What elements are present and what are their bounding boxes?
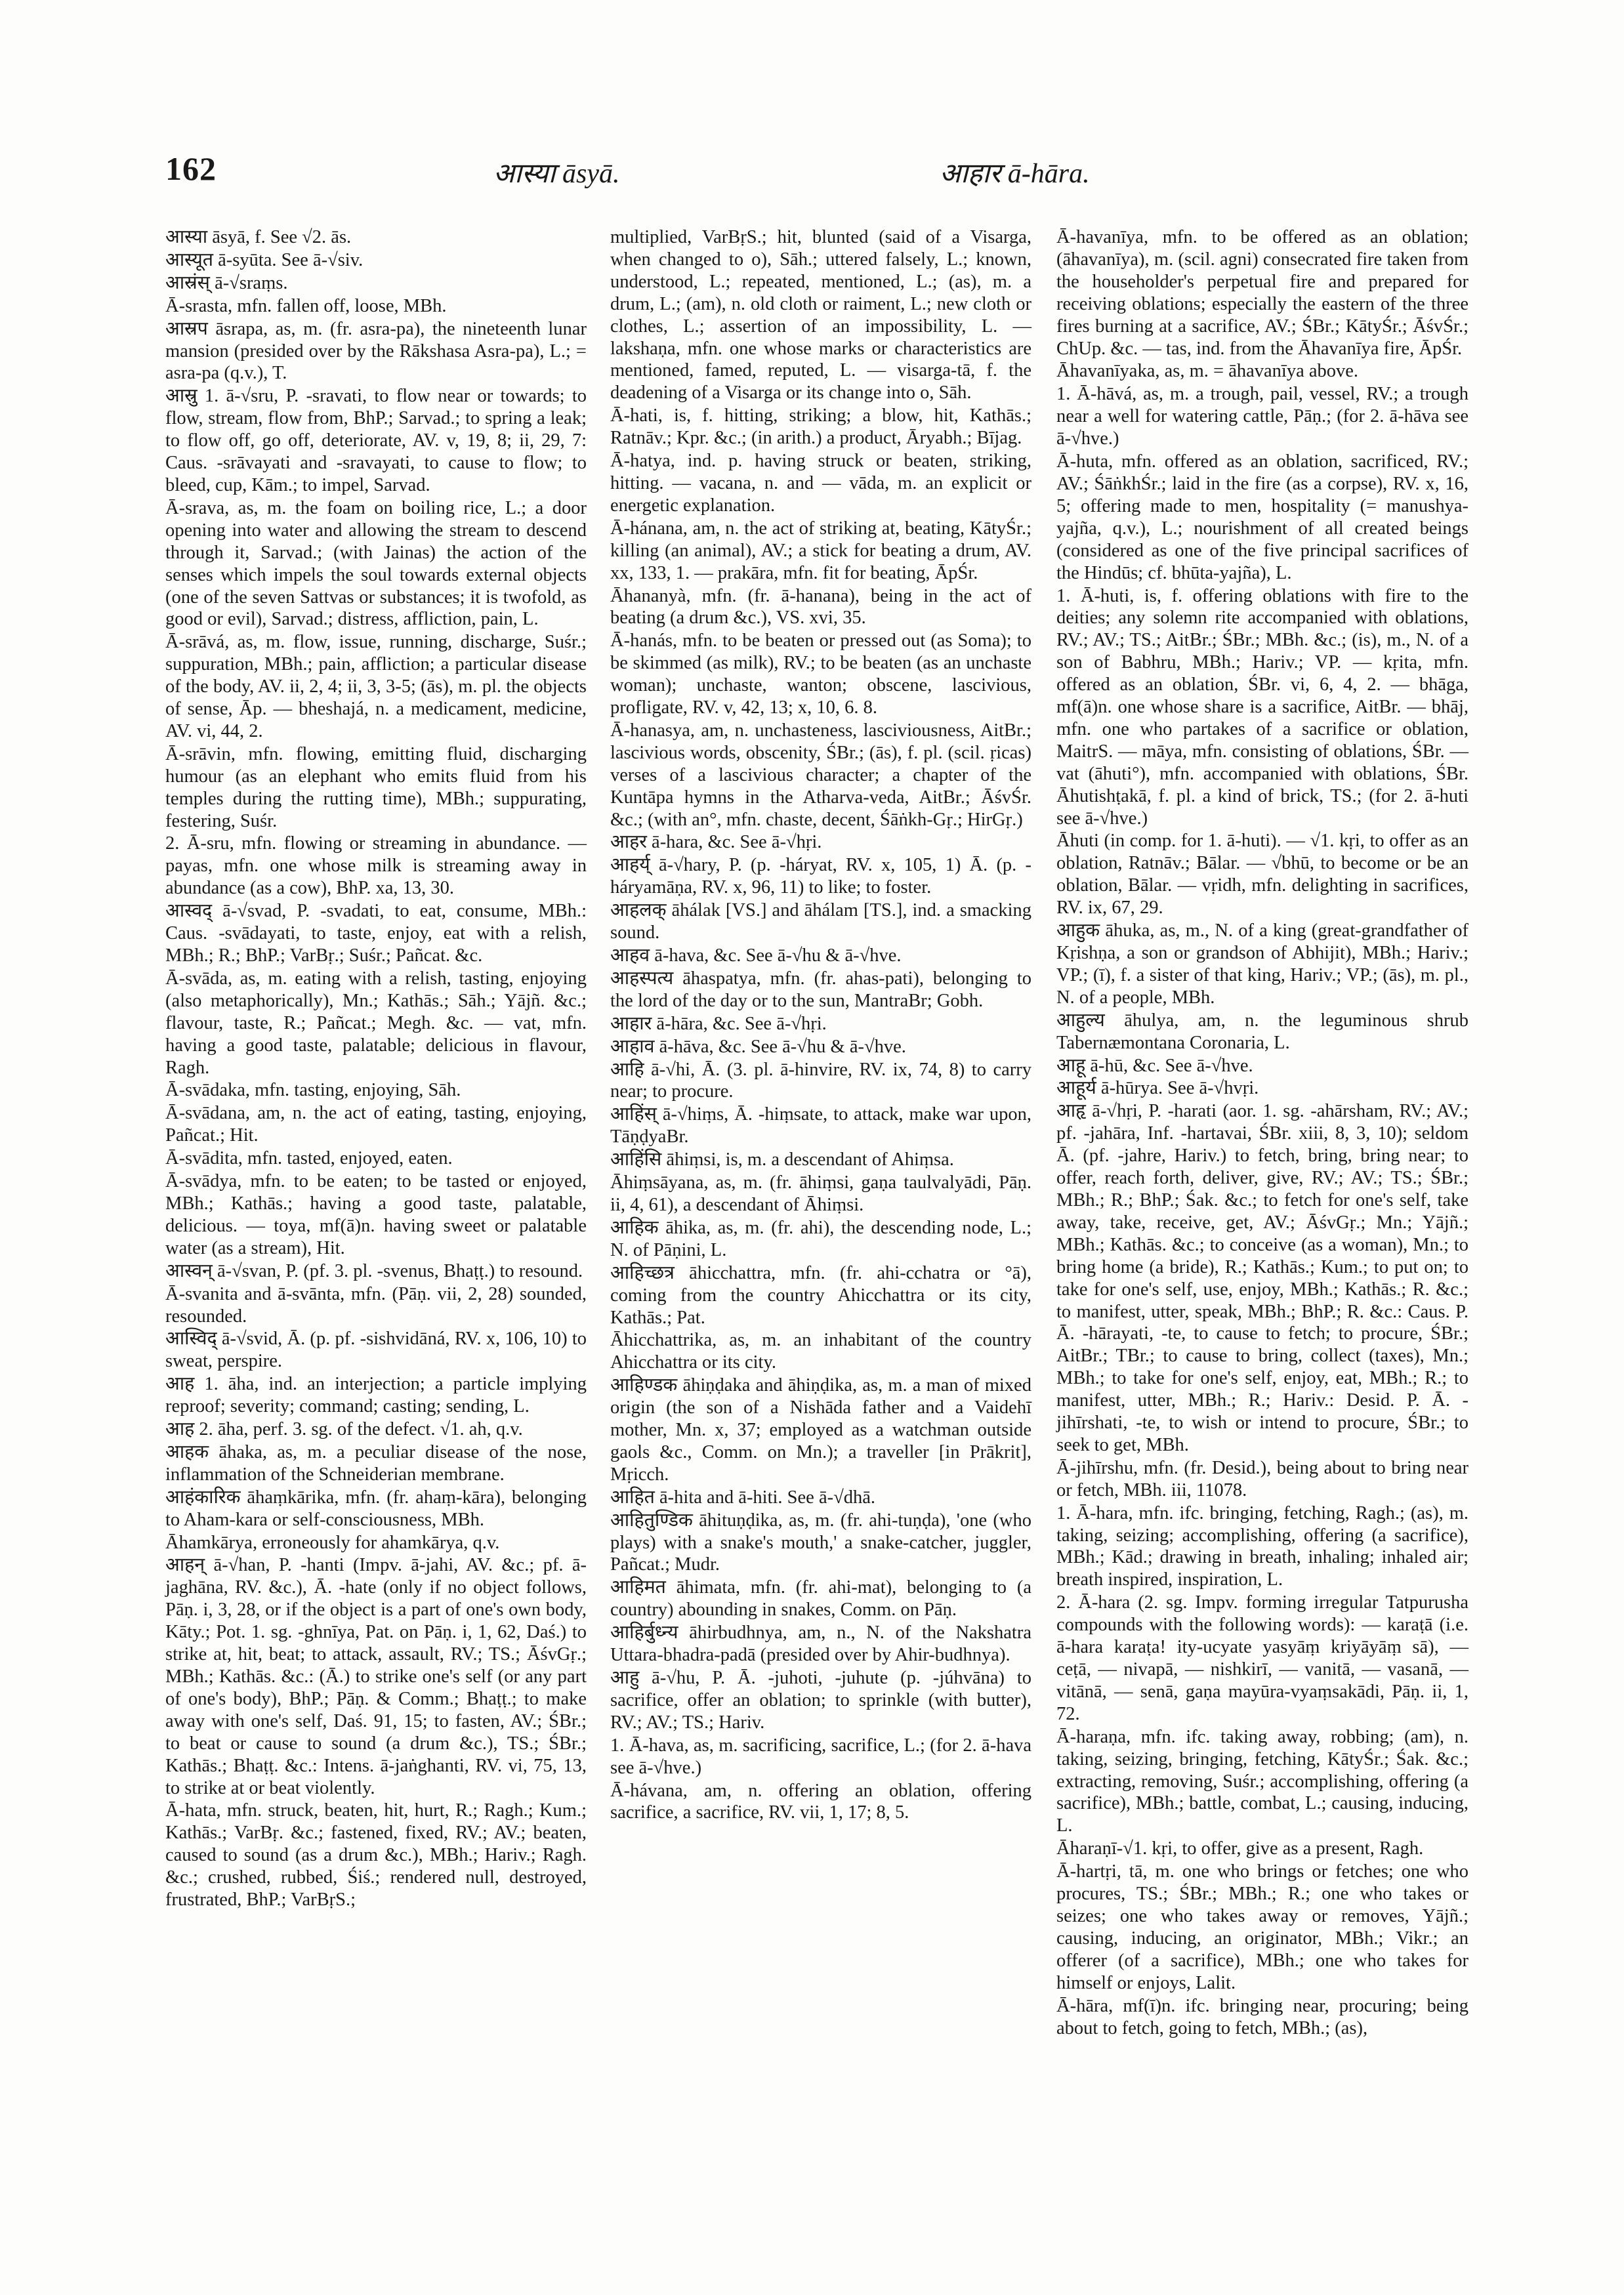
- dictionary-entry: Ā-hanasya, am, n. unchasteness, lasciviousness, AitBr.; lascivious words, obscenity, ŚBr.; (ās), f. pl. (scil. ṛicas) verses of a lascivious character; a chapter of the Kuntāpa hymns in the Atharva-veda, AitBr.; ĀśvŚr. &c.; (with an°, mfn. chaste, decent, Śāṅkh-Gṛ.; HirGṛ.): [610, 720, 1031, 830]
- dictionary-entry: 2. Ā-sru, mfn. flowing or streaming in abundance. — payas, mfn. one whose milk is streaming away in abundance (as a cow), BhP. xa, 13, 30.: [165, 833, 587, 899]
- dictionary-entry: आस्रु 1. ā-√sru, P. -sravati, to flow near or towards; to flow, stream, flow from, BhP.; Sarvad.; to spring a leak; to flow off, go off, deteriorate, AV. v, 19, 8; ii, 29, 7: Caus. -srāvayati and -sravayati, to cause to flow; to bleed, cup, Kām.; to impel, Sarvad.: [165, 386, 587, 495]
- dictionary-entry: Ā-srasta, mfn. fallen off, loose, MBh.: [165, 295, 447, 316]
- dictionary-entry: Ā-hávana, am, n. offering an oblation, offering sacrifice, a sacrifice, RV. vii, 1, 17; 8, 5.: [610, 1780, 1031, 1823]
- dictionary-entry: Āhiṃsāyana, as, m. (fr. āhiṃsi, gaṇa taulvalyādi, Pāṇ. ii, 4, 61), a descendant of Āhiṃsi.: [610, 1172, 1031, 1215]
- dictionary-entry: आहक āhaka, as, m. a peculiar disease of the nose, inflammation of the Schneiderian membrane.: [165, 1441, 587, 1485]
- dictionary-entry: आस्यूत ā-syūta. See ā-√siv.: [165, 249, 364, 270]
- dictionary-entry: Ā-svādana, am, n. the act of eating, tasting, enjoying, Pañcat.; Hit.: [165, 1103, 587, 1146]
- dictionary-entry: आहि ā-√hi, Ā. (3. pl. ā-hinvire, RV. ix, 74, 8) to carry near; to procure.: [610, 1059, 1031, 1102]
- dictionary-entry: आहुक āhuka, as, m., N. of a king (great-grandfather of Kṛishṇa, a son or grandson of Abhijit), MBh.; Hariv.; VP.; (ī), f. a sister of that king, Hariv.; VP.; (ās), m. pl., N. of a people, MBh.: [1056, 920, 1468, 1008]
- dictionary-entry: आस्या āsyā, f. See √2. ās.: [165, 227, 352, 247]
- running-headword-right: आहार ā-hāra.: [940, 159, 1090, 189]
- dictionary-entry: आहस्पत्य āhaspatya, mfn. (fr. ahas-pati), belonging to the lord of the day or to the sun, MantraBr; Gobh.: [610, 968, 1031, 1011]
- page-number: 162: [165, 150, 217, 187]
- dictionary-entry: Āhananyà, mfn. (fr. ā-hanana), being in the act of beating (a drum &c.), VS. xvi, 35.: [610, 585, 1031, 629]
- column-3: [1056, 226, 1468, 2040]
- dictionary-entry: आहु ā-√hu, P. Ā. -juhoti, -juhute (p. -júhvāna) to sacrifice, offer an oblation; to sprinkle (with butter), RV.; AV.; TS.; Hariv.: [610, 1668, 1031, 1733]
- dictionary-entry: 1. Ā-hāvá, as, m. a trough, pail, vessel, RV.; a trough near a well for watering cattle, Pāṇ.; (for 2. ā-hāva see ā-√hve.): [1056, 384, 1468, 449]
- dictionary-entry: आहिच्छत्र āhicchattra, mfn. (fr. ahi-cchatra or °ā), coming from the country Ahicchattra or its city, Kathās.; Pat.: [610, 1262, 1031, 1328]
- dictionary-entry: Ā-haraṇa, mfn. ifc. taking away, robbing; (am), n. taking, seizing, bringing, fetching, KātyŚr.; Śak. &c.; extracting, removing, Suśr.; accomplishing, offering (a sacrifice), MBh.; battle, combat, L.; causing, inducing, L.: [1056, 1726, 1468, 1836]
- dictionary-entry: Ā-hati, is, f. hitting, striking; a blow, hit, Kathās.; Ratnāv.; Kpr. &c.; (in arith.) a product, Āryabh.; Bījag.: [610, 405, 1031, 449]
- dictionary-entry: आह 1. āha, ind. an interjection; a particle implying reproof; severity; command; casting; sending, L.: [165, 1374, 587, 1417]
- dictionary-entry: आहव ā-hava, &c. See ā-√hu & ā-√hve.: [610, 945, 902, 966]
- dictionary-entry: आहुल्य āhulya, am, n. the leguminous shrub Tabernæmontana Coronaria, L.: [1056, 1010, 1468, 1053]
- dictionary-entry: Āhamkārya, erroneously for ahamkārya, q.v.: [165, 1532, 500, 1553]
- dictionary-entry: आहिंसि āhiṃsi, is, m. a descendant of Ahiṃsa.: [610, 1149, 954, 1170]
- dictionary-entry: Ā-svādita, mfn. tasted, enjoyed, eaten.: [165, 1148, 453, 1169]
- dictionary-entry: आहृ ā-√hṛi, P. -harati (aor. 1. sg. -ahārsham, RV.; AV.; pf. -jahāra, Inf. -hartavai, ŚBr. xiii, 8, 3, 10); seldom Ā. (pf. -jahre, Hariv.) to fetch, bring, bring near; to offer, reach forth, deliver, give, RV.; AV.; TS.; ŚBr.; MBh.; R.; BhP.; Śak. &c.; to fetch for one's self, take away, take, receive, get, AV.; ĀśvGṛ.; Mn.; Yājñ.; MBh.; Kathās. &c.; to conceive (as a woman), Mn.; to bring home (a bride), R.; Kathās.; Kum.; to put on; to take for one's self, use, enjoy, MBh.; Kathās.; R. &c.; to manifest, utter, speak, MBh.; BhP.; R. &c.: Caus. P. Ā. -hārayati, -te, to cause to fetch; to procure, ŚBr.; AitBr.; TBr.; to cause to bring, collect (taxes), Mn.; MBh.; to take for one's self, enjoy, eat, MBh.; R.; to manifest, utter, MBh.; R.; Hariv.: Desid. P. Ā. -jihīrshati, -te, to wish or intend to procure, ŚBr.; to seek to get, MBh.: [1056, 1101, 1468, 1455]
- dictionary-entry: आहिक āhika, as, m. (fr. ahi), the descending node, L.; N. of Pāṇini, L.: [610, 1217, 1031, 1260]
- dictionary-entry: Ā-hata, mfn. struck, beaten, hit, hurt, R.; Ragh.; Kum.; Kathās.; VarBṛ. &c.; fastened, fixed, RV.; AV.; beaten, caused to sound (as a drum &c.), MBh.; Hariv.; Ragh. &c.; crushed, rubbed, Śiś.; rendered null, destroyed, frustrated, BhP.; VarBṛS.;: [165, 1800, 587, 1911]
- dictionary-entry: Ā-havanīya, mfn. to be offered as an oblation; (āhavanīya), m. (scil. agni) consecrated fire taken from the householder's perpetual fire and prepared for receiving oblations; especially the eastern of the three fires burning at a sacrifice, AV.; ŚBr.; KātyŚr.; ĀśvŚr.; ChUp. &c. — tas, ind. from the Āhavanīya fire, ĀpŚr.: [1056, 227, 1468, 359]
- dictionary-entry: आस्रंस् ā-√sraṃs.: [165, 272, 288, 293]
- dictionary-entry: आहार ā-hāra, &c. See ā-√hṛi.: [610, 1013, 827, 1034]
- dictionary-entry: आहूर्य ā-hūrya. See ā-√hvṛi.: [1056, 1078, 1259, 1099]
- dictionary-entry: Āhuti (in comp. for 1. ā-huti). — √1. kṛi, to offer as an oblation, Ratnāv.; Bālar. — √bhū, to become or be an oblation, Bālar. — vṛidh, mfn. delighting in sacrifices, RV. ix, 67, 29.: [1056, 831, 1468, 919]
- dictionary-entry: Ā-svanita and ā-svānta, mfn. (Pāṇ. vii, 2, 28) sounded, resounded.: [165, 1283, 587, 1327]
- dictionary-entry: आहिमत āhimata, mfn. (fr. ahi-mat), belonging to (a country) abounding in snakes, Comm. on Pāṇ.: [610, 1577, 1031, 1621]
- dictionary-entry: Ā-svāda, as, m. eating with a relish, tasting, enjoying (also metaphorically), Mn.; Kathās.; Sāh.; Yājñ. &c.; flavour, taste, R.; Pañcat.; Megh. &c. — vat, mfn. having a good taste, palatable; delicious in flavour, Ragh.: [165, 968, 587, 1078]
- dictionary-entry: आह 2. āha, perf. 3. sg. of the defect. √1. ah, q.v.: [165, 1419, 523, 1440]
- dictionary-entry: आहंकारिक āhaṃkārika, mfn. (fr. ahaṃ-kāra), belonging to Aham-kara or self-consciousness, MBh.: [165, 1487, 587, 1530]
- dictionary-entry: 1. Ā-hava, as, m. sacrificing, sacrifice, L.; (for 2. ā-hava see ā-√hve.): [610, 1735, 1031, 1778]
- dictionary-entry: Āharaṇī-√1. kṛi, to offer, give as a present, Ragh.: [1056, 1838, 1424, 1859]
- dictionary-entry: Ā-hartṛi, tā, m. one who brings or fetches; one who procures, TS.; ŚBr.; MBh.; R.; one who takes or seizes; one who takes away or removes, Yājñ.; causing, inducing, an originator, MBh.; Vikr.; an offerer (of a sacrifice), MBh.; one who takes for himself or enjoys, Lalit.: [1056, 1861, 1468, 1993]
- column-2: [610, 226, 1031, 1825]
- running-headword-left: आस्या āsyā.: [493, 159, 620, 189]
- dictionary-entry: Āhicchattrika, as, m. an inhabitant of the country Ahicchattra or its city.: [610, 1330, 1031, 1373]
- dictionary-entry: आस्वद् ā-√svad, P. -svadati, to eat, consume, MBh.: Caus. -svādayati, to taste, enjoy, eat with a relish, MBh.; R.; BhP.; VarBṛ.; Suśr.; Pañcat. &c.: [165, 901, 587, 966]
- dictionary-entry: आहितुण्डिक āhituṇḍika, as, m. (fr. ahi-tuṇḍa), 'one (who plays) with a snake's mouth,' a snake-catcher, juggler, Pañcat.; Mudr.: [610, 1510, 1031, 1575]
- dictionary-entry: 1. Ā-hara, mfn. ifc. bringing, fetching, Ragh.; (as), m. taking, seizing; accomplishing, offering (a sacrifice), MBh.; Kād.; drawing in breath, inhaling; inhaled air; breath inspired, inspiration, L.: [1056, 1502, 1468, 1590]
- dictionary-entry: Ā-svādya, mfn. to be eaten; to be tasted or enjoyed, MBh.; Kathās.; having a good taste, palatable, delicious. — toya, mf(ā)n. having sweet or palatable water (as a stream), Hit.: [165, 1171, 587, 1258]
- dictionary-entry: आहित ā-hita and ā-hiti. See ā-√dhā.: [610, 1487, 876, 1508]
- dictionary-entry: आहाव ā-hāva, &c. See ā-√hu & ā-√hve.: [610, 1036, 906, 1057]
- dictionary-entry: Ā-hanás, mfn. to be beaten or pressed out (as Soma); to be skimmed (as milk), RV.; to be beaten (as an unchaste woman); unchaste, wanton; obscene, lascivious, profligate, RV. v, 42, 13; x, 10, 6. 8.: [610, 631, 1031, 718]
- dictionary-entry: multiplied, VarBṛS.; hit, blunted (said of a Visarga, when changed to o), Sāh.; uttered falsely, L.; known, understood, L.; repeated, mentioned, L.; (as), m. a drum, L.; (am), n. old cloth or raiment, L.; new cloth or clothes, L.; assertion of an impossibility, L. — lakshaṇa, mfn. one whose marks or characteristics are mentioned, famed, reputed, L. — visarga-tā, f. the deadening of a Visarga or its change into o, Sāh.: [610, 227, 1031, 403]
- dictionary-entry: 2. Ā-hara (2. sg. Impv. forming irregular Tatpurusha compounds with the following words): — karaṭā (i.e. ā-hara karaṭa! ity-ucyate yasyāṃ kriyāyāṃ sā), — ceṭā, — nivapā, — nishkirī, — vanitā, — vasanā, — vitānā, — senā, gaṇa mayūra-vyaṃsakādi, Pāṇ. ii, 1, 72.: [1056, 1592, 1468, 1724]
- dictionary-entry: Ā-srāvin, mfn. flowing, emitting fluid, discharging humour (as an elephant who emits fluid from his temples during the rutting time), MBh.; suppurating, festering, Suśr.: [165, 743, 587, 831]
- dictionary-entry: आहर ā-hara, &c. See ā-√hṛi.: [610, 832, 822, 853]
- dictionary-entry: Ā-svādaka, mfn. tasting, enjoying, Sāh.: [165, 1080, 461, 1101]
- dictionary-entry: 1. Ā-huti, is, f. offering oblations with fire to the deities; any solemn rite accompanied with oblations, RV.; AV.; TS.; AitBr.; ŚBr.; MBh. &c.; (is), m., N. of a son of Babhru, MBh.; Hariv.; VP. — kṛita, mfn. offered as an oblation, ŚBr. vi, 6, 4, 2. — bhāga, mf(ā)n. one whose share is a sacrifice, AitBr. — bhāj, mfn. one who partakes of a sacrifice or oblation, MaitrS. — māya, mfn. consisting of oblations, ŚBr. — vat (āhuti°), mfn. accompanied with oblations, ŚBr. Āhutishṭakā, f. pl. a kind of brick, TS.; (for 2. ā-huti see ā-√hve.): [1056, 585, 1468, 829]
- dictionary-entry: आस्रप āsrapa, as, m. (fr. asra-pa), the nineteenth lunar mansion (presided over by the Rākshasa Asra-pa), L.; = asra-pa (q.v.), T.: [165, 318, 587, 384]
- dictionary-entry: Ā-hāra, mf(ī)n. ifc. bringing near, procuring; being about to fetch, going to fetch, MBh.; (as),: [1056, 1995, 1468, 2038]
- page-header: [165, 150, 1465, 196]
- dictionary-entry: आहू ā-hū, &c. See ā-√hve.: [1056, 1055, 1253, 1076]
- dictionary-entry: आस्विद् ā-√svid, Ā. (p. pf. -sishvidāná, RV. x, 106, 10) to sweat, perspire.: [165, 1329, 587, 1372]
- dictionary-entry: Ā-hánana, am, n. the act of striking at, beating, KātyŚr.; killing (an animal), AV.; a stick for beating a drum, AV. xx, 133, 1. — prakāra, mfn. fit for beating, ĀpŚr.: [610, 518, 1031, 583]
- dictionary-entry: आहलक् āhálak [VS.] and āhálam [TS.], ind. a smacking sound.: [610, 900, 1031, 943]
- dictionary-entry: आहन् ā-√han, P. -hanti (Impv. ā-jahi, AV. &c.; pf. ā-jaghāna, RV. &c.), Ā. -hate (only if no object follows, Pāṇ. i, 3, 28, or if the object is a part of one's own body, Kāty.; Pot. 1. sg. -ghnīya, Pat. on Pāṇ. i, 1, 62, Daś.) to strike at, hit, beat; to attack, assault, RV.; TS.; ĀśvGṛ.; MBh.; Kathās. &c.: (Ā.) to strike one's self (or any part of one's body), BhP.; Pāṇ. & Comm.; Bhaṭṭ.; to make away with one's self, Daś. 91, 15; to fasten, AV.; ŚBr.; to beat or cause to sound (a drum &c.), TS.; ŚBr.; Kathās.; Bhaṭṭ. &c.: Intens. ā-jaṅghanti, RV. vi, 75, 13, to strike at or beat violently.: [165, 1555, 587, 1798]
- dictionary-entry: आहर्य् ā-√hary, P. (p. -háryat, RV. x, 105, 1) Ā. (p. -háryamāṇa, RV. x, 96, 11) to like; to foster.: [610, 855, 1031, 898]
- dictionary-entry: Ā-huta, mfn. offered as an oblation, sacrificed, RV.; AV.; ŚāṅkhŚr.; laid in the fire (as a corpse), RV. x, 16, 5; offering made to men, hospitality (= manushya-yajña, q.v.), L.; nourishment of all created beings (considered as one of the five principal sacrifices of the Hindūs; cf. bhūta-yajña), L.: [1056, 451, 1468, 583]
- dictionary-entry: आहिंस् ā-√hiṃs, Ā. -hiṃsate, to attack, make war upon, TāṇḍyaBr.: [610, 1104, 1031, 1148]
- dictionary-entry: आस्वन् ā-√svan, P. (pf. 3. pl. -svenus, Bhaṭṭ.) to resound.: [165, 1260, 583, 1281]
- dictionary-entry: आहिण्डक āhiṇḍaka and āhiṇḍika, as, m. a man of mixed origin (the son of a Nishāda father and a Vaidehī mother, Mn. x, 37; employed as a watchman outside gaols &c., Comm. on Mn.); a traveller [in Prākrit], Mṛicch.: [610, 1375, 1031, 1485]
- dictionary-entry: Ā-srāvá, as, m. flow, issue, running, discharge, Suśr.; suppuration, MBh.; pain, affliction; a particular disease of the body, AV. ii, 2, 4; ii, 3, 3-5; (ās), m. pl. the objects of sense, Āp. — bheshajá, n. a medicament, medicine, AV. vi, 44, 2.: [165, 632, 587, 741]
- dictionary-entry: Āhavanīyaka, as, m. = āhavanīya above.: [1056, 361, 1359, 382]
- column-1: [165, 226, 587, 1912]
- dictionary-entry: Ā-srava, as, m. the foam on boiling rice, L.; a door opening into water and allowing the stream to descend through it, Sarvad.; (with Jainas) the action of the senses which impels the soul towards external objects (one of the seven Sattvas or substances; it is twofold, as good or evil), Sarvad.; distress, affliction, pain, L.: [165, 497, 587, 630]
- dictionary-entry: Ā-jihīrshu, mfn. (fr. Desid.), being about to bring near or fetch, MBh. iii, 11078.: [1056, 1457, 1468, 1500]
- dictionary-entry: आहिर्बुध्न्य āhirbudhnya, am, n., N. of the Nakshatra Uttara-bhadra-padā (presided over by Ahir-budhnya).: [610, 1623, 1031, 1666]
- dictionary-entry: Ā-hatya, ind. p. having struck or beaten, striking, hitting. — vacana, n. and — vāda, m. an explicit or energetic explanation.: [610, 451, 1031, 516]
